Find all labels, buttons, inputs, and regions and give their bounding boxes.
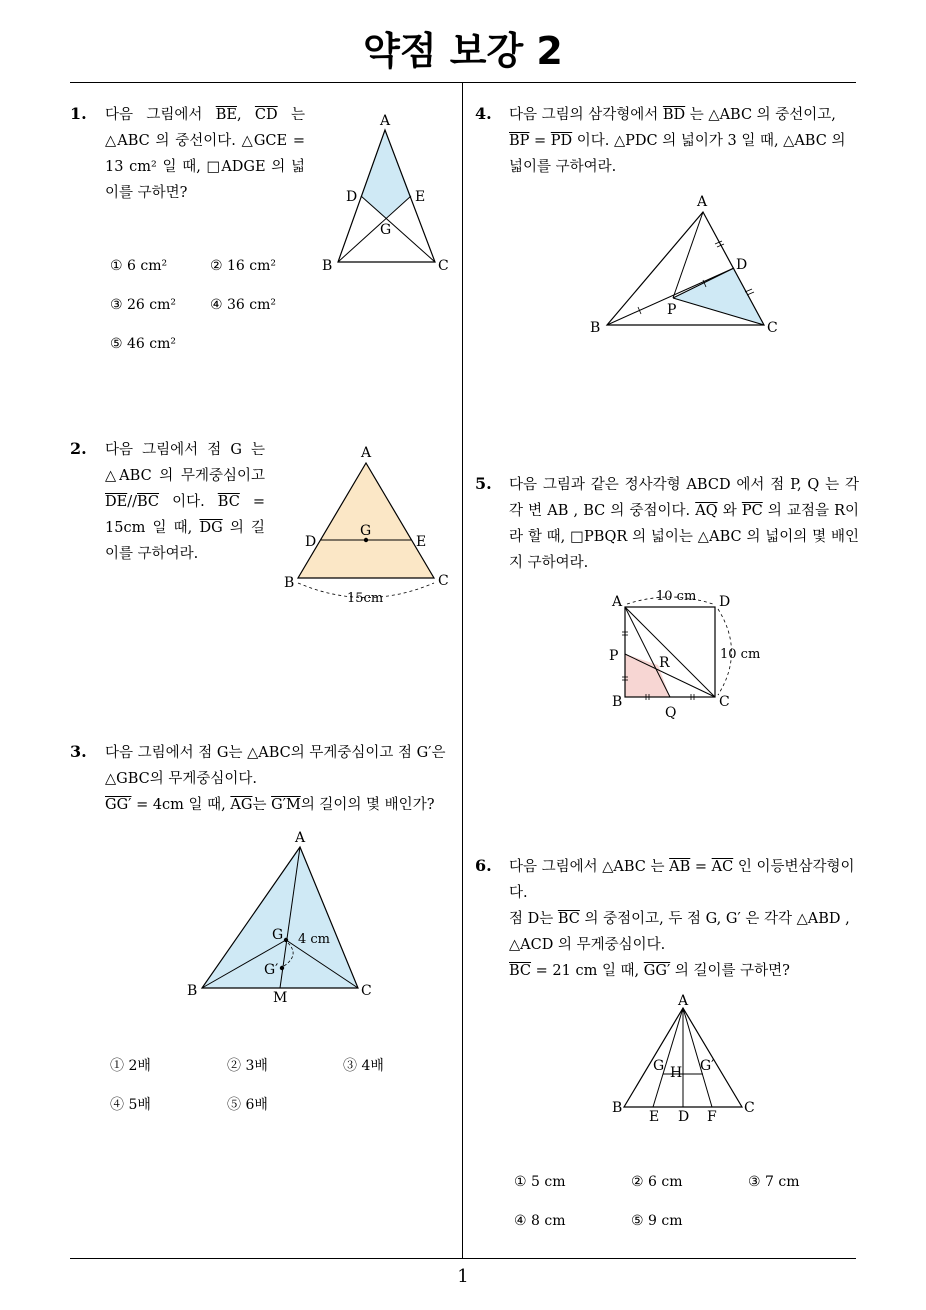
svg-text:G′: G′ xyxy=(700,1058,715,1074)
svg-text:C: C xyxy=(767,320,778,336)
svg-text:B: B xyxy=(284,575,295,591)
svg-text:A: A xyxy=(697,194,708,210)
q3-text: 다음 그림에서 점 G는 △ABC의 무게중심이고 점 G′은 △GBC의 무게중심이다. GG′ = 4cm 일 때, $\overline{AG}$는 G′M의 길이의 몇 배인가? xyxy=(105,745,446,813)
svg-text:B: B xyxy=(612,1100,623,1116)
q3-choice-4[interactable]: ④ 5배 xyxy=(110,1097,151,1113)
q6-text: 다음 그림에서 △ABC 는 $\overline{AB} = \overline{AC}$ 인 이등변삼각형이다. 점 D는 $\overline{BC}$ 의 중점이고, 두 점 G, G′ 은 각각 △ABD , △ACD 의 무게중심이다. $\overline{BC} = 21$ cm 일 때, GG′ 의 길이를 구하면? xyxy=(509,859,855,979)
svg-text:M: M xyxy=(273,990,288,1006)
q2-text: 다음 그림에서 점 G 는 △ABC 의 무게중심이고 $\overline{DE}//\overline{BC}$ 이다. $\overline{BC} = 15cm$ 일 때, $\overline{DG}$ 의 길이를 구하여라. xyxy=(105,442,265,562)
svg-text:G: G xyxy=(360,523,372,539)
q4-number: 4. xyxy=(475,104,492,123)
q4-text: 다음 그림의 삼각형에서 $\overline{BD}$ 는 △ABC 의 중선이고, $\overline{BP} = \overline{PD}$ 이다. △PDC 의 넓이가 3 일 때, △ABC 의 넓이를 구하여라. xyxy=(509,107,846,175)
svg-text:A: A xyxy=(295,830,306,846)
q5-text: 다음 그림과 같은 정사각형 ABCD 에서 점 P, Q 는 각각 변 AB , BC 의 중점이다. $\overline{AQ}$ 와 $\overline{PC}$ 의 교점을 R이라 할 때, □PBQR 의 넓이는 △ABC 의 넓이의 몇 배인지 구하여라. xyxy=(509,477,860,571)
q1-number: 1. xyxy=(70,104,87,123)
svg-text:C: C xyxy=(719,694,730,710)
svg-text:E: E xyxy=(649,1109,660,1125)
q1-choice-1[interactable]: ① 6 cm² xyxy=(110,258,168,274)
svg-text:D: D xyxy=(678,1109,690,1125)
svg-text:B: B xyxy=(322,258,333,274)
svg-text:G: G xyxy=(380,222,392,238)
svg-text:A: A xyxy=(678,993,689,1009)
svg-text:G: G xyxy=(272,927,284,943)
q6-choice-2[interactable]: ② 6 cm xyxy=(631,1174,683,1190)
q6-choice-4[interactable]: ④ 8 cm xyxy=(514,1213,566,1229)
svg-text:15cm: 15cm xyxy=(347,591,384,606)
q2-number: 2. xyxy=(70,439,87,458)
q6-number: 6. xyxy=(475,856,492,875)
page-number: 1 xyxy=(457,1266,469,1287)
svg-text:10 cm: 10 cm xyxy=(720,647,761,662)
q6-choice-3[interactable]: ③ 7 cm xyxy=(748,1174,800,1190)
q3-choice-1[interactable]: ① 2배 xyxy=(110,1058,151,1074)
svg-text:C: C xyxy=(438,258,449,274)
q6-choice-5[interactable]: ⑤ 9 cm xyxy=(631,1213,683,1229)
svg-text:10 cm: 10 cm xyxy=(656,589,697,604)
svg-text:P: P xyxy=(609,648,619,664)
q6-choice-1[interactable]: ① 5 cm xyxy=(514,1174,566,1190)
svg-text:A: A xyxy=(612,594,623,610)
svg-text:A: A xyxy=(380,113,391,129)
q5-number: 5. xyxy=(475,474,492,493)
svg-text:E: E xyxy=(415,189,426,205)
svg-text:4 cm: 4 cm xyxy=(298,932,331,947)
svg-text:A: A xyxy=(361,445,372,461)
q1-text: 다음 그림에서 $\overline{BE}$, $\overline{CD}$ 는 △ABC 의 중선이다. △GCE = 13 cm² 일 때, □ADGE 의 넓이를 구하면? xyxy=(105,107,305,201)
q3-choice-5[interactable]: ⑤ 6배 xyxy=(227,1097,268,1113)
svg-text:D: D xyxy=(736,257,748,273)
svg-text:G′: G′ xyxy=(264,962,279,978)
q1-choice-2[interactable]: ② 16 cm² xyxy=(210,258,276,274)
svg-text:E: E xyxy=(416,534,427,550)
svg-text:C: C xyxy=(361,983,372,999)
q1-choice-4[interactable]: ④ 36 cm² xyxy=(210,297,276,313)
svg-text:B: B xyxy=(612,694,623,710)
svg-text:C: C xyxy=(744,1100,755,1116)
q1-choice-3[interactable]: ③ 26 cm² xyxy=(110,297,176,313)
svg-text:B: B xyxy=(187,983,198,999)
q3-choice-2[interactable]: ② 3배 xyxy=(227,1058,268,1074)
q3-choice-3[interactable]: ③ 4배 xyxy=(343,1058,384,1074)
svg-text:D: D xyxy=(719,594,731,610)
svg-text:Q: Q xyxy=(665,705,677,721)
svg-text:D: D xyxy=(346,189,358,205)
svg-text:B: B xyxy=(590,320,601,336)
page-title: 약점 보강 2 xyxy=(363,29,563,73)
q3-number: 3. xyxy=(70,742,87,761)
q1-choice-5[interactable]: ⑤ 46 cm² xyxy=(110,336,176,352)
svg-text:D: D xyxy=(305,534,317,550)
svg-text:H: H xyxy=(670,1065,683,1081)
svg-text:F: F xyxy=(707,1109,717,1125)
svg-text:C: C xyxy=(438,573,449,589)
svg-text:P: P xyxy=(667,302,677,318)
svg-text:G: G xyxy=(653,1058,665,1074)
svg-text:R: R xyxy=(659,655,670,671)
